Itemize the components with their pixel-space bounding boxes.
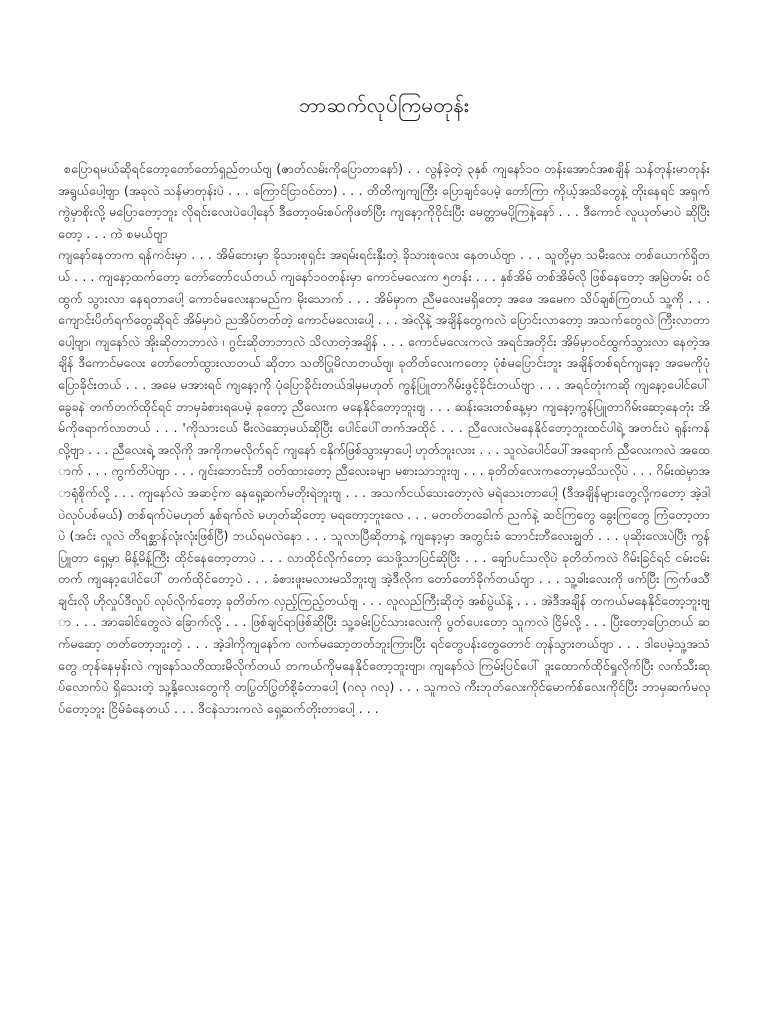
page-title: ဘာဆက်လုပ်ကြမတုန်း	[298, 93, 470, 117]
paragraph-story: ကျနော်နေတာက ရန်ကင်းမှာ . . . အိမ်ဘေးမှာ ခိုသားစုရှင်း အရမ်းရင်းနှီးတဲ့ ခိုသားစုလေး နေတယ်ဗျာ . . . သူတို့မှာ သမီးလေး တစ်ယောက်ရှိတယ် . . . ကျနော့ထက်တော့ တော်တော်ငယ်တယ် ကျနော်၁၀တန်းမှာ ကောင်မလေးက ၅တန်း . . . နှစ်အိမ် တစ်အိမ်လို ဖြစ်နေတော့ အမြဲတမ်း ဝင်ထွက် သွားလာ နေရတာပေါ့ ကောင်မလေးနာမည်က မိုးသောက် . . . အိမ်မှာက ညီမလေးမရှိတော့ အဖေ အမေက သိပ်ချစ်ကြတယ် သူ့ကို . . . ကျောင်းပိတ်ရက်တွေဆိုရင် အိမ်မှာပဲ ညအိပ်တတ်တဲ့ ကောင်မလေးပေါ့ . . . အဲလိုနဲ့ အချိန်တွေကလဲ ပြောင်းလာတော့ အသက်တွေလဲ ကြီးလာတာပေါ့ဗျာ၊ ကျနော်လဲ အိုးဆိုတာဘာလဲ ၊ ဂွင်းဆိုတာဘာလဲ သိလာတဲ့အချိန် . . . ကောင်မလေးကလဲ အရင်အတိုင်း အိမ်မှာဝင်ထွက်သွားလာ နေတဲ့အချိန် ဒီကောင်မလေး တော်တော်ထွားလာတယ် ဆိုတာ သတိပြုမိလာတယ်ဗျ၊ ခုတိတ်လေးကတော့ ပုံစံမပြောင်းဘူး အချိန်တစ်ရင်ကျနော့ အမေကိုပုံပြောခိုင်းတယ် . . . အမေ မအားရင် ကျနော့ကို ပုံပြောခိုင်းတယ်ဒါမှမဟုတ် ကွန်ပြူတာဂိမ်းဖွင့်ခိုင်းတယ်ဗျာ . . . အရင်တုံးကဆို ကျနော့ပေါင်ပေါ် ခွေခနဲ တက်တက်ထိုင်ရင် ဘာမှခံစားရပေမဲ့ ခုတော့ ညီလေးက မနေနိုင်တော့ဘူးဗျ . . . ဆန်းဒေးတစ်နေ့မှာ ကျနော့ကွန်ပြူတာဂိမ်းဆော့နေတုံး အိမ်ကိုရောက်လာတယ် . . . 'ကိုသားငယ် မီးလဲဆော့မယ်ဆိုပြီး ပေါင်ပေါ်တက်အထိုင် . . . ညီလေးလဲမနေနိုင်တော့ဘူးထင်ပါရဲ့ အတင်းပဲ ရုန်းကန်လို့ဗျာ . . . ညီလေးရဲ့ အလိုကို အကိုကမလိုက်ရင် ကျနော် ငနိုက်ဖြစ်သွားမှာပေါ့ ဟုတ်ဘူးလား . . . သူလဲပေါင်ပေါ်အရောက် ညီလေးကလဲ အထောက် . . . ကွက်တိပဲဗျာ . . . ဂျင်းဘောင်းဘီ ဝတ်ထားတော့ ညီလေးခမျာ မစားသာဘူးဗျ . . . ခုတိတ်လေးကတော့မသိသလိုပဲ . . . ဂိမ်းထဲမှာအာရုံစိုက်လို့ . . . ကျနော်လဲ အဆင့်က နေရှေ့ဆက်မတိုးရဲဘူးဗျ . . . အသက်ငယ်သေးတော့လဲ မရဲသေးတာပေါ့ (ဒီအချိန်များတွေလို့ကတော့ အဲ့ဒါပဲလုပ်ပစ်မယ်) တစ်ရက်ပဲမဟုတ် နှစ်ရက်လဲ မဟုတ်ဆိုတော့ မရတော့ဘူးလေ . . . မတတ်တခေါက် ညက်နဲ့ ဆင်ကြတွေ ခွေးကြတွေ ကြံတော့တာပဲ (အင်း လူလဲ တိရစ္ဆာန်လုံးလုံးဖြစ်ပြီ) ဘယ်ရမလဲနော . . . သူလာပြီဆိုတာနဲ့ ကျနော့မှာ အတွင်းခံ ဘောင်းဘီလေးချွတ် . . . ပုဆိုးလေးပဲပြီး ကွန်ပြူတာ ရှေ့မှာ မိန့်မိန့်ကြီး ထိုင်နေတော့တာပဲ . . . လာထိုင်လိုက်တော့ သေဖို့သာပြင်ဆိုပြီး . . . ချော်ပင်သလိုပဲ ခုတိတ်ကလဲ ဂိမ်းခြင်ရင် ငမ်းငမ်းတက် ကျနော့ပေါင်ပေါ် တက်ထိုင်တော့ပဲ . . . ခံစားဖူးမလားမသိဘူးဗျ အဲ့ဒီလိုက တော်တော်ခိုက်တယ်ဗျာ . . . သူ့ခါးလေးကို ဖက်ပြီး ကြက်ဖသီချင်းလို ဟိုလှုပ်ဒီလှုပ် လုပ်လိုက်တော့ ခုတိတ်က လှည့်ကြည့်တယ်ဗျ . . . လူလည်ကြီးဆိုတဲ့ အစ်ပွဲယ်နဲ့ . . . အဲဒီအချိန် တကယ်မနေနိုင်တော့ဘူးဗျာ . . . အာခေါင်တွေလဲ ခြောက်လို့ . . . ဖြစ်ချင်ရာဖြစ်ဆိုပြီး သူ့ခမ်းပြင်သားလေးကို ပွတ်ပေးတော့ သူကလဲ ငြိမ်လို့ . . . ပြီးတော့ပြောတယ် ဆက်မဆော့ တတ်တော့ဘူးတဲ့ . . . အဲ့ဒါကိုကျနော်က လက်မဆော့တတ်ဘူးကြားပြီး ရင်တွေပန်းတွေတောင် တုန်သွားတယ်ဗျာ . . . ဒါပေမဲ့သူ့အသံတွေ တုန်နေမှန်းလဲ ကျနော်သတိထားမိလိုက်တယ် တကယ်ကိုမနေနိုင်တော့ဘူးဗျာ၊ ကျနော်လဲ ကြမ်းပြင်ပေါ် ဒူးထောက်ထိုင်ရှုလိုက်ပြီး လက်သီးဆုပ်လောက်ပဲ ရှိသေးတဲ့ သူ့နို့လေးတွေကို တပြွတ်ပြွတ်စို့ခံတာပေါ့ (ဂလု ဂလု) . . . သူကလဲ ကီးဘုတ်လေးကိုင်မောက်စ်လေးကိုင်ပြီး ဘာမှဆက်မလုပ်တော့ဘူး ငြိမ်ခံနေတယ် . . . ဒီငနဲသားကလဲ ရှေ့ဆက်တိုးတာပေါ့ . . .	[58, 247, 710, 716]
paragraph-intro: စပြောရမယ်ဆိုရင်တော့တော်တော်ရှည်တယ်ဗျ (ဇာတ်လမ်းကိုပြောတာနော်) . . လွန်ခဲ့တဲ့ ၃နှစ် ကျနော်၁၀ တန်းအောင်အစချိန် သန်တုန်းမာတုန်း အရွယ်ပေါ့ဗျာ (အခုလဲ သန်မာတုန်းပဲ . . . ကြောင်ငြာဝင်တာ) . . . တိတိကျကျကြီး ပြောချင်ပေမဲ့ တော်ကြာ ကိုယ့်အသိတွေနဲ့ တိုးနေရင် အရှက်ကွဲမှာစိုးလို့ မပြောတော့ဘူး လိုရင်းလေးပဲပေါ့နော် ဒီတော့ဝမ်းစပ်ကိုဖတ်ပြီး ကျနော့ကိုဝိုင်းပြီး မေတ္တာမပို့ကြနဲ့နော် . . . ဒီကောင် လူယုတ်မာပဲ ဆိုပြီးတော့ . . . ကဲ စမယ်ဗျာ	[58, 161, 710, 241]
